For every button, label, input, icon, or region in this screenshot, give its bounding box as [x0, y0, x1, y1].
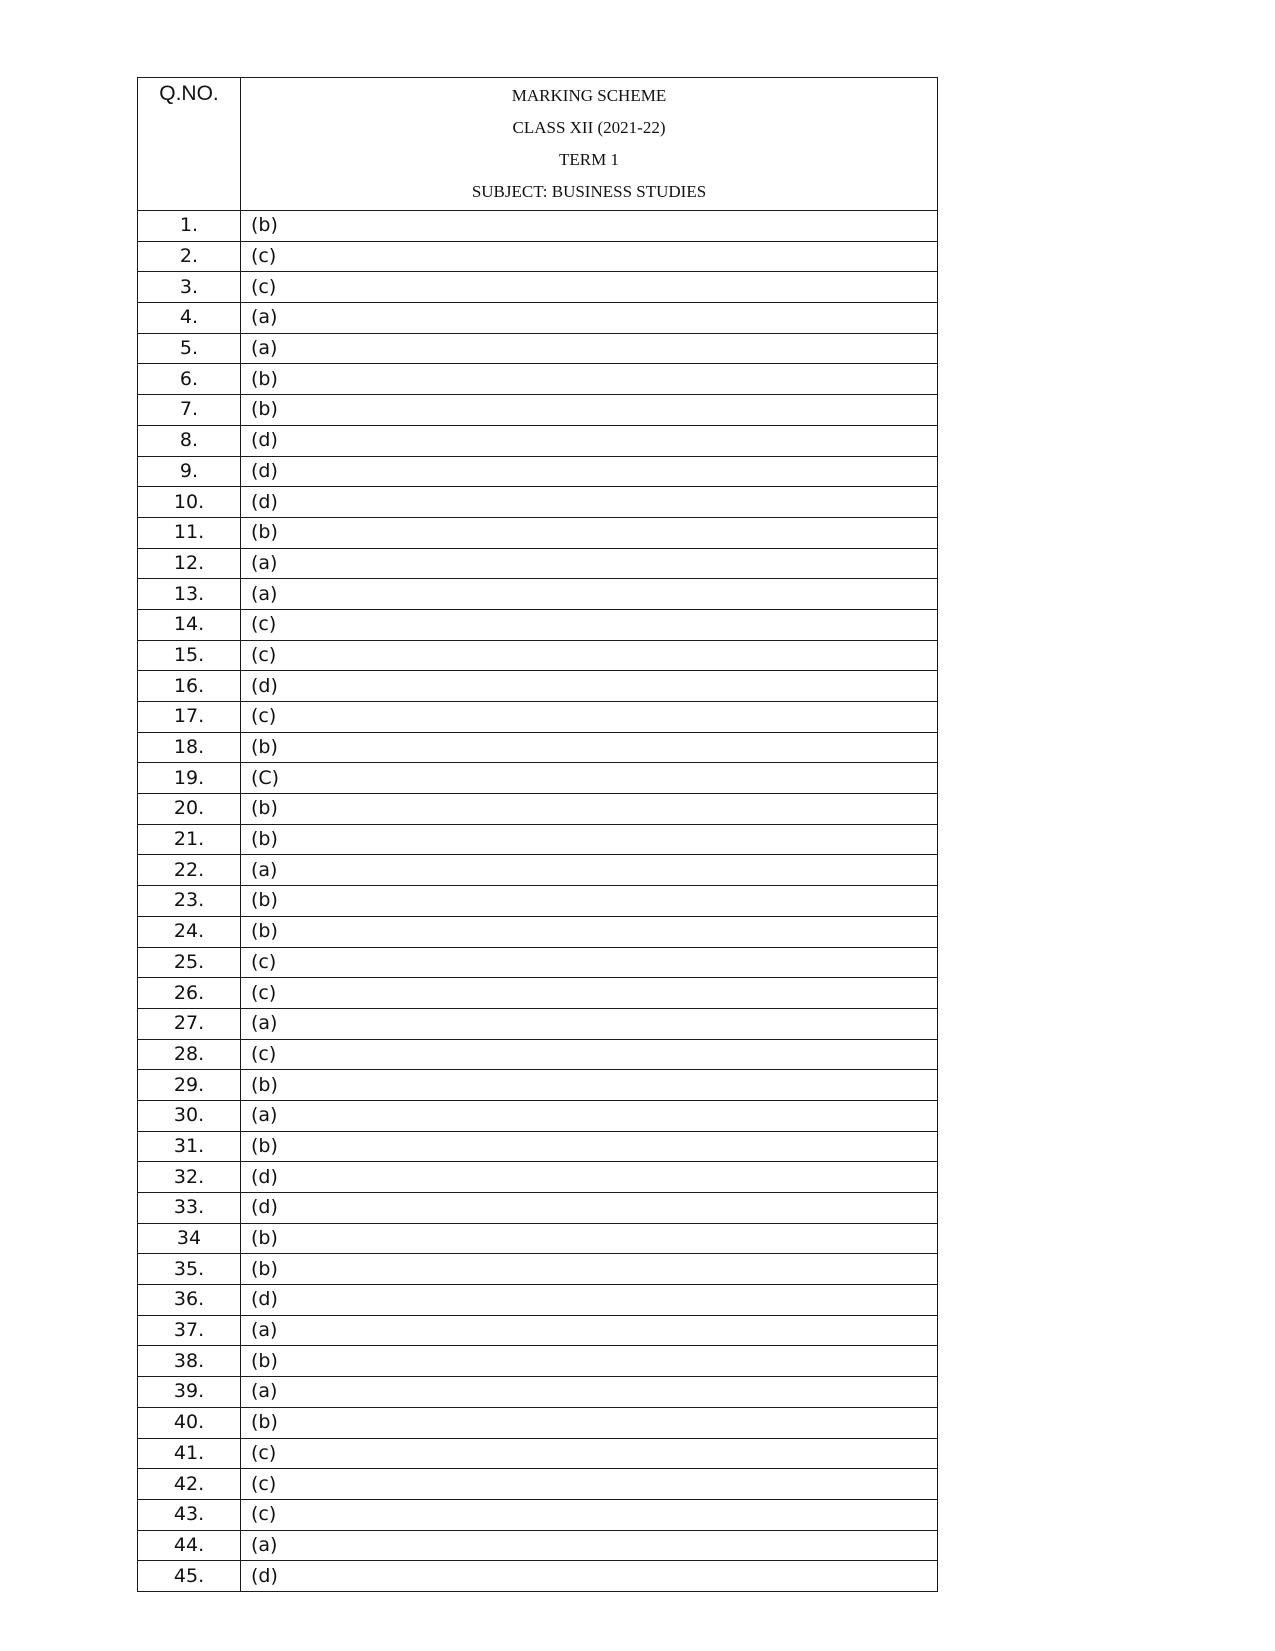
question-number: 25.: [138, 947, 241, 978]
table-row: [138, 517, 938, 548]
answer-option: (b): [241, 794, 938, 825]
question-number: 7.: [138, 395, 241, 426]
table-row: [138, 1039, 938, 1070]
answer-option: (a): [241, 548, 938, 579]
table-row: [138, 487, 938, 518]
answer-option: (d): [241, 671, 938, 702]
table-row: [138, 1561, 938, 1592]
question-number: 16.: [138, 671, 241, 702]
table-row: [138, 1285, 938, 1316]
question-number: 33.: [138, 1193, 241, 1224]
table-row: [138, 1100, 938, 1131]
question-number: 2.: [138, 241, 241, 272]
answer-option: (c): [241, 947, 938, 978]
table-row: [138, 732, 938, 763]
answer-option: (c): [241, 241, 938, 272]
question-number: 23.: [138, 886, 241, 917]
question-number: 15.: [138, 640, 241, 671]
table-row: [138, 1008, 938, 1039]
answer-option: (c): [241, 702, 938, 733]
question-number: 30.: [138, 1100, 241, 1131]
table-row: [138, 824, 938, 855]
answer-option: (b): [241, 364, 938, 395]
table-header-row: [138, 78, 938, 211]
question-number: 8.: [138, 425, 241, 456]
table-row: [138, 1499, 938, 1530]
table-row: [138, 1070, 938, 1101]
table-row: [138, 1530, 938, 1561]
question-number: 44.: [138, 1530, 241, 1561]
table-row: [138, 364, 938, 395]
question-number: 6.: [138, 364, 241, 395]
answer-option: (b): [241, 732, 938, 763]
table-row: [138, 579, 938, 610]
answer-option: (a): [241, 579, 938, 610]
question-number: 35.: [138, 1254, 241, 1285]
answer-option: (c): [241, 1469, 938, 1500]
answer-option: (a): [241, 1315, 938, 1346]
table-row: [138, 211, 938, 242]
answer-option: (d): [241, 425, 938, 456]
question-number: 13.: [138, 579, 241, 610]
answer-option: (b): [241, 517, 938, 548]
answer-option: (b): [241, 1070, 938, 1101]
answer-option: (a): [241, 1530, 938, 1561]
answer-option: (C): [241, 763, 938, 794]
question-number: 40.: [138, 1407, 241, 1438]
table-row: [138, 241, 938, 272]
answer-rows: [138, 211, 938, 1592]
table-row: [138, 978, 938, 1009]
answer-option: (c): [241, 1438, 938, 1469]
question-number: 3.: [138, 272, 241, 303]
title-marking-scheme: MARKING SCHEME: [511, 86, 667, 105]
title-subject: SUBJECT: BUSINESS STUDIES: [471, 182, 707, 201]
question-number: 18.: [138, 732, 241, 763]
answer-option: (a): [241, 1100, 938, 1131]
table-row: [138, 1131, 938, 1162]
table-row: [138, 548, 938, 579]
answer-option: (d): [241, 1162, 938, 1193]
table-row: [138, 456, 938, 487]
answer-option: (b): [241, 211, 938, 242]
question-number: 36.: [138, 1285, 241, 1316]
table-row: [138, 395, 938, 426]
table-row: [138, 640, 938, 671]
question-number: 43.: [138, 1499, 241, 1530]
qno-column-header: Q.NO.: [138, 78, 241, 211]
table-row: [138, 1254, 938, 1285]
table-row: [138, 794, 938, 825]
table-row: [138, 1315, 938, 1346]
question-number: 4.: [138, 303, 241, 334]
answer-option: (b): [241, 1131, 938, 1162]
table-row: [138, 1438, 938, 1469]
answer-option: (b): [241, 1254, 938, 1285]
answer-option: (d): [241, 1193, 938, 1224]
answer-option: (b): [241, 886, 938, 917]
question-number: 26.: [138, 978, 241, 1009]
question-number: 24.: [138, 916, 241, 947]
answer-option: (d): [241, 456, 938, 487]
question-number: 9.: [138, 456, 241, 487]
question-number: 12.: [138, 548, 241, 579]
table-row: [138, 1162, 938, 1193]
question-number: 32.: [138, 1162, 241, 1193]
answer-option: (a): [241, 1008, 938, 1039]
table-row: [138, 763, 938, 794]
answer-option: (b): [241, 916, 938, 947]
question-number: 31.: [138, 1131, 241, 1162]
answer-option: (c): [241, 978, 938, 1009]
question-number: 34: [138, 1223, 241, 1254]
table-row: [138, 303, 938, 334]
question-number: 20.: [138, 794, 241, 825]
answer-option: (a): [241, 1377, 938, 1408]
question-number: 17.: [138, 702, 241, 733]
question-number: 11.: [138, 517, 241, 548]
marking-scheme-table: [137, 77, 938, 1592]
question-number: 29.: [138, 1070, 241, 1101]
question-number: 38.: [138, 1346, 241, 1377]
answer-option: (b): [241, 1407, 938, 1438]
question-number: 5.: [138, 333, 241, 364]
title-class: CLASS XII (2021-22): [512, 118, 666, 137]
question-number: 37.: [138, 1315, 241, 1346]
title-term: TERM 1: [559, 150, 619, 169]
answer-option: (c): [241, 272, 938, 303]
answer-option: (d): [241, 487, 938, 518]
answer-option: (b): [241, 1346, 938, 1377]
table-row: [138, 947, 938, 978]
answer-option: (c): [241, 1039, 938, 1070]
answer-option: (c): [241, 640, 938, 671]
table-row: [138, 1469, 938, 1500]
answer-option: (b): [241, 824, 938, 855]
question-number: 27.: [138, 1008, 241, 1039]
answer-option: (d): [241, 1285, 938, 1316]
question-number: 45.: [138, 1561, 241, 1592]
table-row: [138, 855, 938, 886]
answer-option: (c): [241, 609, 938, 640]
table-row: [138, 1223, 938, 1254]
question-number: 19.: [138, 763, 241, 794]
table-row: [138, 1193, 938, 1224]
table-row: [138, 425, 938, 456]
answer-option: (a): [241, 303, 938, 334]
table-row: [138, 886, 938, 917]
question-number: 10.: [138, 487, 241, 518]
table-row: [138, 1377, 938, 1408]
table-row: [138, 671, 938, 702]
question-number: 22.: [138, 855, 241, 886]
table-row: [138, 702, 938, 733]
answer-option: (a): [241, 333, 938, 364]
document-title-block: [241, 78, 938, 211]
table-row: [138, 272, 938, 303]
question-number: 39.: [138, 1377, 241, 1408]
question-number: 21.: [138, 824, 241, 855]
answer-option: (a): [241, 855, 938, 886]
question-number: 14.: [138, 609, 241, 640]
question-number: 41.: [138, 1438, 241, 1469]
table-row: [138, 333, 938, 364]
question-number: 1.: [138, 211, 241, 242]
answer-option: (b): [241, 395, 938, 426]
table-row: [138, 1346, 938, 1377]
question-number: 42.: [138, 1469, 241, 1500]
question-number: 28.: [138, 1039, 241, 1070]
answer-option: (d): [241, 1561, 938, 1592]
table-row: [138, 609, 938, 640]
table-row: [138, 1407, 938, 1438]
answer-option: (b): [241, 1223, 938, 1254]
answer-option: (c): [241, 1499, 938, 1530]
table-row: [138, 916, 938, 947]
